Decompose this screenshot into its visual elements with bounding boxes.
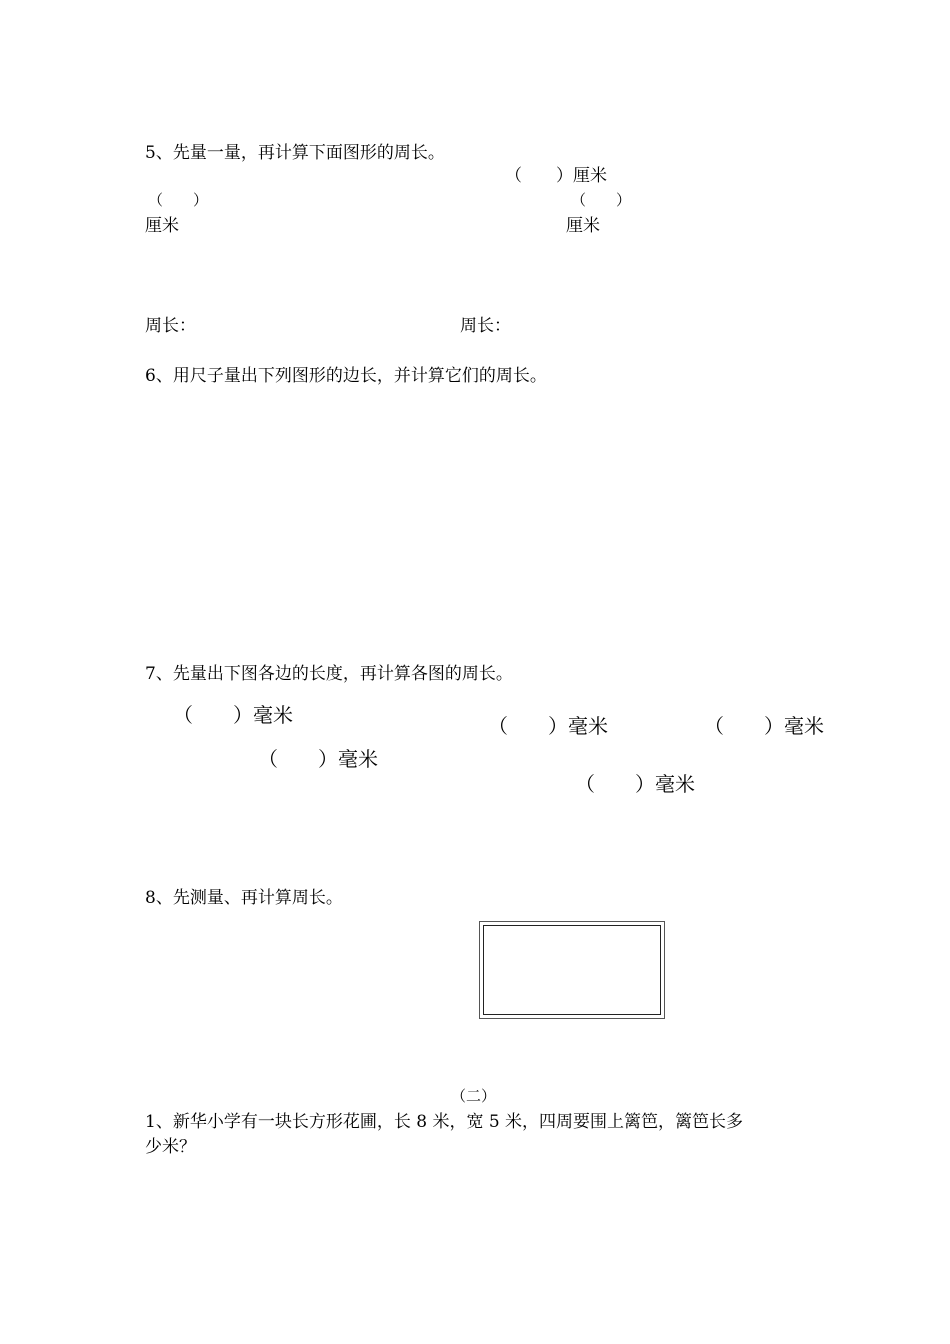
measure-rectangle-inner	[483, 925, 661, 1015]
measure-rectangle	[479, 921, 665, 1019]
section2-problem1-line2: 少米？	[145, 1137, 196, 1157]
q5-blank-right-paren: （ ）	[571, 191, 632, 209]
q5-blank-right-unit: 厘米	[566, 216, 600, 236]
section2-problem1-line1: 1、新华小学有一块长方形花圃，长 8 米，宽 5 米，四周要围上篱笆，篱笆长多	[145, 1112, 744, 1132]
q5-blank-left-unit: 厘米	[145, 216, 179, 236]
q7-blank-3: （ ）毫米	[704, 714, 824, 738]
q7-blank-1: （ ）毫米	[173, 703, 293, 727]
section2-heading: （二）	[451, 1087, 497, 1105]
q5-title: 5、先量一量，再计算下面图形的周长。	[145, 143, 445, 163]
q7-blank-4: （ ）毫米	[258, 747, 378, 771]
q6-title: 6、用尺子量出下列图形的边长，并计算它们的周长。	[145, 366, 547, 386]
q5-blank-left-paren: （ ）	[148, 191, 209, 209]
q7-title: 7、先量出下图各边的长度，再计算各图的周长。	[145, 664, 513, 684]
q7-blank-2: （ ）毫米	[488, 714, 608, 738]
q5-perimeter-right: 周长：	[460, 316, 511, 336]
q8-title: 8、先测量、再计算周长。	[145, 888, 343, 908]
q5-blank-top-right: （ ）厘米	[505, 166, 607, 186]
q7-blank-5: （ ）毫米	[575, 772, 695, 796]
q5-perimeter-left: 周长：	[145, 316, 196, 336]
